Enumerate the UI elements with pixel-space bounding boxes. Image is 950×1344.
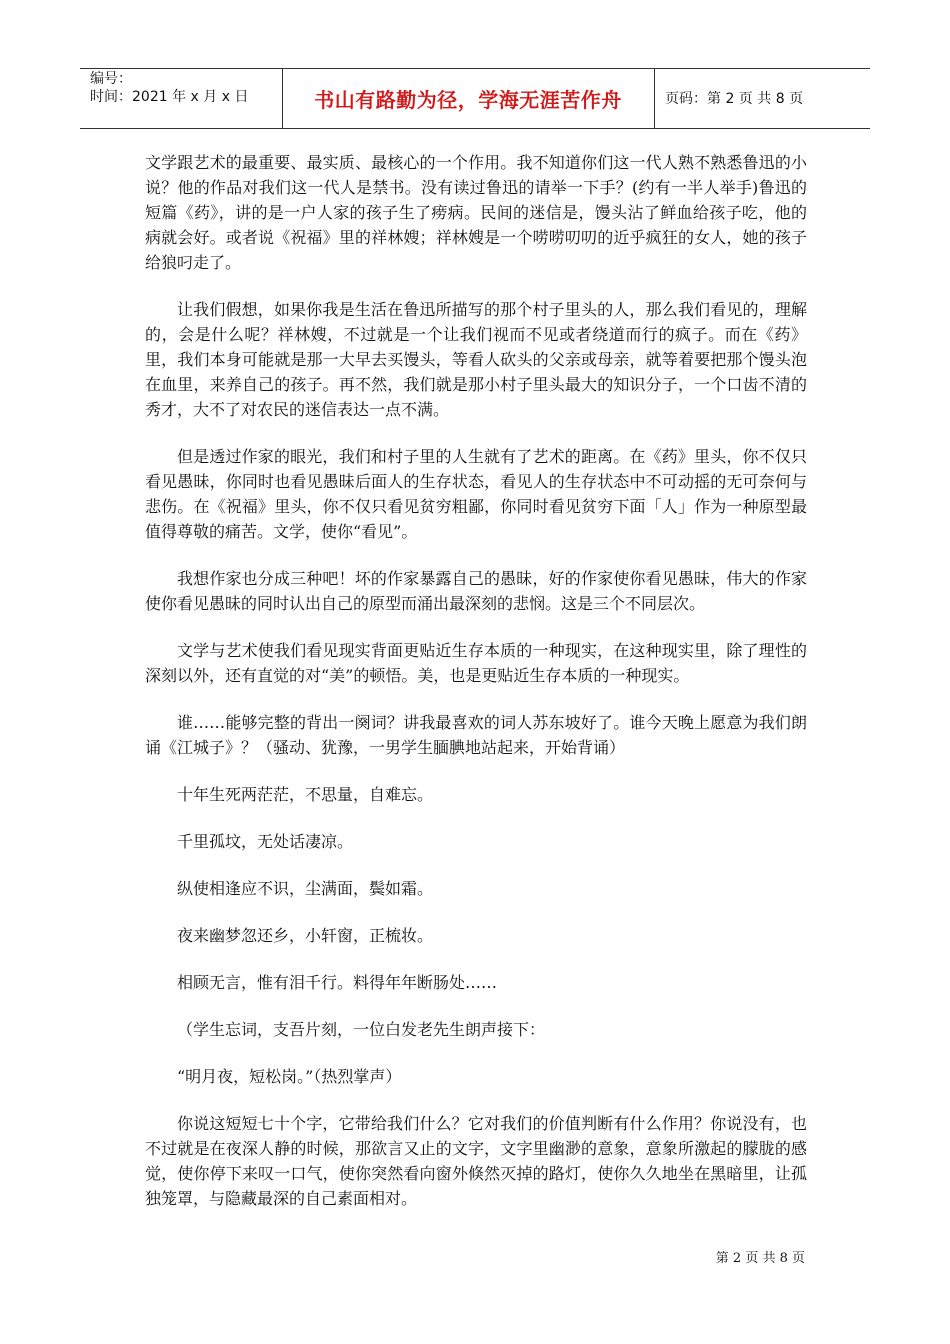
paragraph: 文学跟艺术的最重要、最实质、最核心的一个作用。我不知道你们这一代人熟不熟悉鲁迅的小说？他的作品对我们这一代人是禁书。没有读过鲁迅的请举一下手？(约有一半人举手)鲁迅的短篇《药》，讲的是一户人家的孩子生了痨病。民间的迷信是，馒头沾了鲜血给孩子吃，他的病就会好。或者说《祝福》里的祥林嫂；祥林嫂是一个唠唠叨叨的近乎疯狂的女人，她的孩子给狼叼走了。	[145, 153, 807, 272]
document-body	[145, 150, 807, 1233]
paragraph: 谁……能够完整的背出一阕词？讲我最喜欢的词人苏东坡好了。谁今天晚上愿意为我们朗诵《江城子》？（骚动、犹豫，一男学生腼腆地站起来，开始背诵）	[145, 713, 807, 757]
page-footer: 第 2 页 共 8 页	[715, 1251, 805, 1266]
header-motto: 书山有路勤为径，学海无涯苦作舟	[314, 87, 622, 112]
stage-note: （学生忘词，支吾片刻，一位白发老先生朗声接下：	[177, 1020, 546, 1039]
document-date-label: 时间：2021 年 x 月 x 日	[90, 89, 249, 105]
poem-line: 纵使相逢应不识，尘满面，鬓如霜。	[177, 879, 434, 898]
paragraph: 文学与艺术使我们看见现实背面更贴近生存本质的一种现实，在这种现实里，除了理性的深刻以外，还有直觉的对“美”的顿悟。美，也是更贴近生存本质的一种现实。	[145, 641, 807, 685]
header-info	[90, 70, 248, 106]
page-header	[80, 68, 870, 128]
document-number-label: 编号：	[90, 71, 132, 87]
poem-line: “明月夜，短松岗。”（热烈掌声）	[177, 1067, 402, 1086]
poem-line: 夜来幽梦忽还乡，小轩窗，正梳妆。	[177, 926, 434, 945]
header-bottom-rule	[80, 128, 870, 129]
paragraph: 让我们假想，如果你我是生活在鲁迅所描写的那个村子里头的人，那么我们看见的，理解的，会是什么呢？祥林嫂，不过就是一个让我们视而不见或者绕道而行的疯子。而在《药》里，我们本身可能就是那一大早去买馒头，等看人砍头的父亲或母亲，就等着要把那个馒头泡在血里，来养自己的孩子。再不然，我们就是那小村子里头最大的知识分子，一个口齿不清的秀才，大不了对农民的迷信表达一点不满。	[145, 300, 807, 419]
header-divider-right	[654, 68, 655, 128]
poem-line: 千里孤坟，无处话凄凉。	[177, 832, 354, 851]
paragraph: 但是透过作家的眼光，我们和村子里的人生就有了艺术的距离。在《药》里头，你不仅只看见愚昧，你同时也看见愚昧后面人的生存状态，看见人的生存状态中不可动摇的无可奈何与悲伤。在《祝福》里头，你不仅只看见贫穷粗鄙，你同时看见贫穷下面「人」作为一种原型最值得尊敬的痛苦。文学，使你“看见”。	[145, 447, 807, 541]
poem-line: 相顾无言，惟有泪千行。料得年年断肠处……	[177, 973, 498, 992]
header-page-code: 页码：第 2 页 共 8 页	[665, 91, 804, 107]
paragraph: 你说这短短七十个字，它带给我们什么？它对我们的价值判断有什么作用？你说没有，也不过就是在夜深人静的时候，那欲言又止的文字，文字里幽渺的意象，意象所激起的朦胧的感觉，使你停下来叹一口气，使你突然看向窗外倏然灭掉的路灯，使你久久地坐在黑暗里，让孤独笼罩，与隐藏最深的自己素面相对。	[145, 1114, 807, 1208]
paragraph: 我想作家也分成三种吧！坏的作家暴露自己的愚昧，好的作家使你看见愚昧，伟大的作家使你看见愚昧的同时认出自己的原型而涌出最深刻的悲悯。这是三个不同层次。	[145, 569, 807, 613]
poem-line: 十年生死两茫茫，不思量，自难忘。	[177, 785, 434, 804]
